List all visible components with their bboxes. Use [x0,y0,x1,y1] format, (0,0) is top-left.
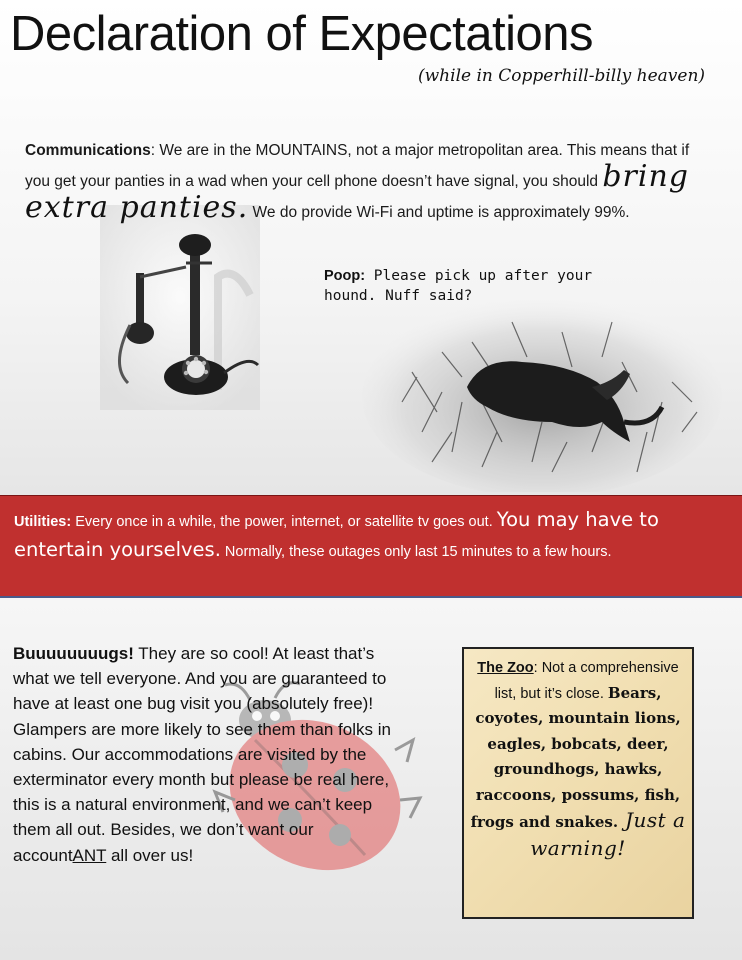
communications-text-1: : We are in the MOUNTAINS, not a major metropolitan area. This means that if you get your panties in a wad when your cell phone doesn’t have signal, you should [25,142,690,190]
communications-emphasis: bring extra panties. [25,159,689,225]
zoo-warning: Just a warning! [530,808,686,860]
zoo-animals: Bears, coyotes, mountain lions, eagles, bobcats, deer, groundhogs, hawks, raccoons, possums, fish, frogs and snakes. [470,683,681,831]
utilities-text-2: Normally, these outages only last 15 minutes to a few hours. [220,544,612,560]
zoo-label: The Zoo [477,660,534,676]
poop-text: Please pick up after your hound. Nuff said? [324,268,593,304]
zoo-box [462,647,694,919]
page-subtitle: (while in Copperhill-billy heaven) [418,66,706,86]
zoo-text: : Not a comprehensive list, but it’s close. [494,660,679,702]
candlestick-telephone-icon [100,205,260,410]
communications-paragraph [25,138,715,226]
bugs-text-2: all over us! [106,845,194,865]
utilities-label: Utilities: [14,514,72,530]
page-title: Declaration of Expectations [10,7,593,61]
utilities-text-1: Every once in a while, the power, internet, or satellite tv goes out. [71,514,497,530]
utilities-emphasis: You may have to entertain yourselves. [14,508,659,561]
bugs-label: Buuuuuuuugs! [13,644,134,663]
utilities-paragraph [14,506,714,566]
poop-label: Poop: [324,268,366,284]
bugs-paragraph [13,641,393,868]
dog-in-grass-icon [362,282,722,492]
bugs-underlined: ANT [72,845,107,865]
zoo-paragraph [464,649,692,863]
poop-paragraph [324,266,644,306]
utilities-banner [0,495,742,598]
communications-text-2: We do provide Wi-Fi and uptime is approximately 99%. [248,204,630,221]
communications-label: Communications [25,142,151,159]
bugs-text-1: They are so cool! At least that’s what we tell everyone. And you are guaranteed to have at least one bug visit you (absolutely free)! Glampers are more likely to see them than folks in cabins. Our accommodations are visited by the exterminator every month but please be real here, this is a natural environment, and we can’t keep them all out. Besides, we don’t want our account [13,644,391,865]
